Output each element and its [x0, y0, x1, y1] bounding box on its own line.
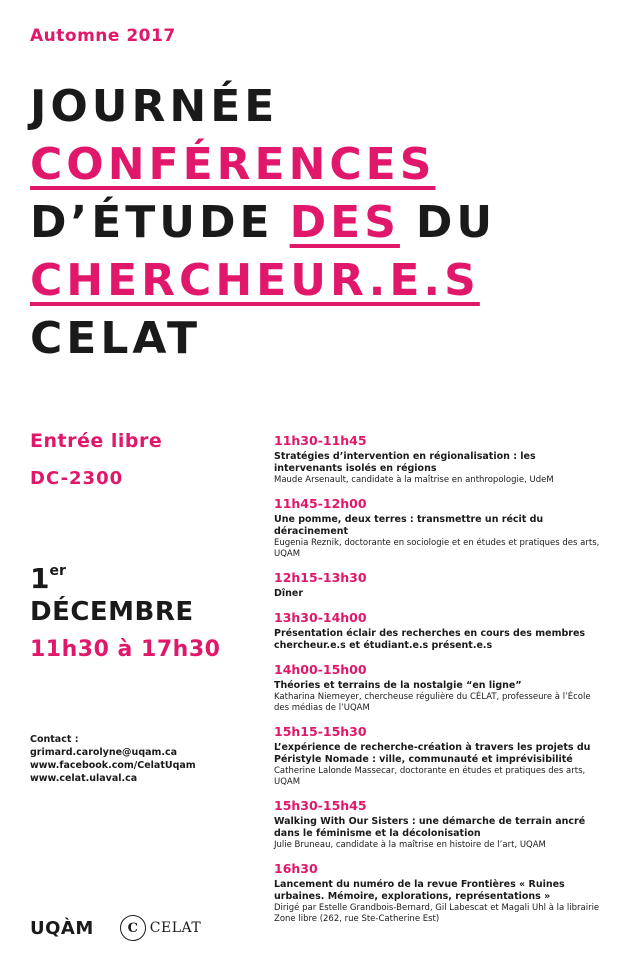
schedule-time: 12h15-13h30 [274, 570, 367, 585]
logos [30, 915, 201, 941]
event-info [30, 430, 260, 489]
date-month: DÉCEMBRE [30, 597, 194, 627]
schedule-speaker: Maude Arsenault, candidate à la maîtrise en anthropologie, UdeM [274, 475, 554, 485]
schedule-time: 15h30-15h45 [274, 798, 367, 813]
title-word-du: DU [415, 197, 497, 248]
schedule-talk-title: Présentation éclair des recherches en cours des membres chercheur.e.s et étudiant.e.s présent.e.s [274, 628, 586, 651]
schedule-item [274, 496, 600, 560]
schedule-item [274, 724, 600, 788]
schedule-talk-title: Dîner [274, 588, 304, 599]
title-word-des: DES [289, 197, 400, 248]
schedule-time: 11h30-11h45 [274, 433, 367, 448]
celat-logo-mark-icon: C [120, 915, 146, 941]
schedule-talk-title: Théories et terrains de la nostalgie “en ligne” [274, 680, 522, 691]
schedule-talk-title: L’expérience de recherche-création à travers les projets du Péristyle Nomade : ville, communauté et imprévisibilité [274, 742, 591, 765]
title-word-chercheurs: CHERCHEUR.E.S [30, 255, 480, 306]
title-word-celat: CELAT [30, 313, 202, 364]
contact-block [30, 733, 196, 785]
schedule-speaker: Julie Bruneau, candidate à la maîtrise en histoire de l’art, UQAM [274, 840, 546, 850]
schedule-item [274, 662, 600, 714]
schedule-speaker: Katharina Niemeyer, chercheuse régulière du CÉLAT, professeure à l’École des médias de l’UQAM [274, 692, 591, 713]
schedule-time: 11h45-12h00 [274, 496, 367, 511]
contact-email-link[interactable]: grimard.carolyne@uqam.ca [30, 747, 178, 758]
poster-title [30, 78, 496, 368]
schedule-item [274, 433, 600, 486]
room-label: DC-2300 [30, 468, 124, 489]
schedule-time: 13h30-14h00 [274, 610, 367, 625]
entry-label: Entrée libre [30, 430, 163, 452]
contact-label: Contact : [30, 734, 79, 745]
season-label: Automne 2017 [30, 26, 176, 46]
date-day-suffix: er [49, 563, 66, 579]
schedule-speaker: Catherine Lalonde Massecar, doctorante en études et pratiques des arts, UQAM [274, 766, 586, 787]
title-line-3 [30, 194, 496, 252]
schedule-item [274, 570, 600, 600]
title-line-5 [30, 310, 496, 368]
celat-logo-word: CELAT [149, 920, 202, 936]
schedule-talk-title: Stratégies d’intervention en régionalisation : les intervenants isolés en régions [274, 451, 536, 474]
schedule-talk-title: Walking With Our Sisters : une démarche de terrain ancré dans le féminisme et la décolonisation [274, 816, 586, 839]
schedule-time: 14h00-15h00 [274, 662, 367, 677]
title-line-4 [30, 252, 496, 310]
event-date [30, 562, 220, 662]
title-line-1 [30, 78, 496, 136]
contact-facebook-link[interactable]: www.facebook.com/CelatUqam [30, 760, 196, 771]
event-hours: 11h30 à 17h30 [30, 637, 221, 662]
celat-logo [120, 915, 201, 941]
schedule [274, 433, 600, 935]
contact-website-link[interactable]: www.celat.ulaval.ca [30, 773, 138, 784]
schedule-item [274, 861, 600, 925]
schedule-time: 15h15-15h30 [274, 724, 367, 739]
schedule-item [274, 798, 600, 851]
schedule-time: 16h30 [274, 861, 318, 876]
schedule-item [274, 610, 600, 652]
date-day [30, 562, 220, 595]
schedule-speaker: Dirigé par Estelle Grandbois-Bernard, Gil Labescat et Magali Uhl à la librairie Zone libre (262, rue Ste-Catherine Est) [274, 903, 600, 924]
schedule-talk-title: Lancement du numéro de la revue Frontières « Ruines urbaines. Mémoire, explorations, représentations » [274, 879, 565, 902]
uqam-logo: UQÀM [30, 917, 94, 939]
title-word-conferences: CONFÉRENCES [30, 139, 436, 190]
title-word-journee: JOURNÉE [30, 81, 279, 132]
title-word-etude: D’ÉTUDE [30, 197, 274, 248]
schedule-speaker: Eugenia Reznik, doctorante en sociologie et en études et pratiques des arts, UQAM [274, 538, 600, 559]
date-day-number: 1 [30, 562, 50, 595]
schedule-talk-title: Une pomme, deux terres : transmettre un récit du déracinement [274, 514, 544, 537]
title-line-2 [30, 136, 496, 194]
